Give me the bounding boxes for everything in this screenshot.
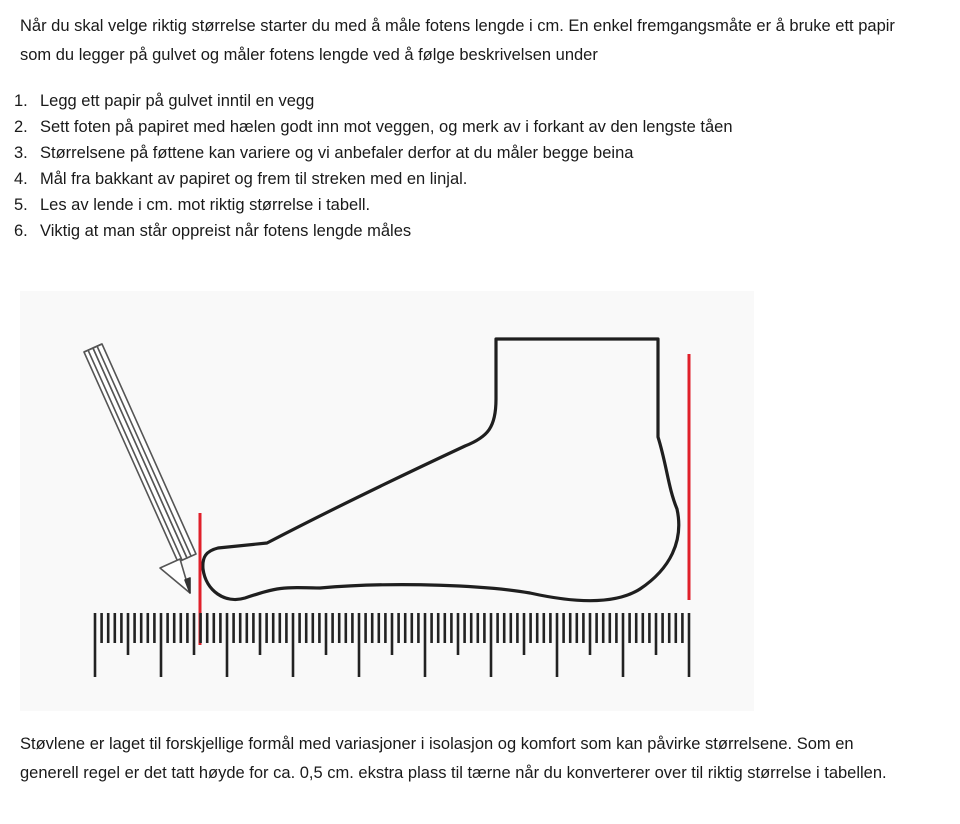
list-item [14, 114, 733, 140]
list-item-text: Sett foten på papiret med hælen godt inn mot veggen, og merk av i forkant av den lengste tåen [40, 118, 733, 136]
foot-measurement-illustration [20, 291, 754, 711]
outro-paragraph: Støvlene er laget til forskjellige formål med variasjoner i isolasjon og komfort som kan påvirke størrelsene. Som en generell regel er det tatt høyde for ca. 0,5 cm. ekstra plass til tærne når du konverterer over til riktig størrelse i tabellen. [20, 735, 887, 782]
list-item-text: Størrelsene på føttene kan variere og vi anbefaler derfor at du måler begge beina [40, 144, 634, 162]
list-item [14, 192, 733, 218]
list-item-number: 6. [14, 222, 28, 240]
list-item [14, 140, 733, 166]
ruler-icon [95, 613, 689, 677]
pencil-icon [84, 344, 196, 593]
list-item-number: 3. [14, 144, 28, 162]
list-item [14, 166, 733, 192]
intro-paragraph: Når du skal velge riktig størrelse starter du med å måle fotens lengde i cm. En enkel fremgangsmåte er å bruke ett papir som du legger på gulvet og måler fotens lengde ved å følge beskrivelsen under [20, 17, 895, 64]
list-item [14, 218, 733, 244]
list-item-text: Mål fra bakkant av papiret og frem til streken med en linjal. [40, 170, 468, 188]
list-item-number: 5. [14, 196, 28, 214]
list-item-number: 4. [14, 170, 28, 188]
foot-outline-icon [203, 339, 679, 601]
list-item-text: Legg ett papir på gulvet inntil en vegg [40, 92, 315, 110]
list-item-text: Viktig at man står oppreist når fotens lengde måles [40, 222, 412, 240]
list-item-number: 1. [14, 92, 28, 110]
list-item [14, 88, 733, 114]
list-item-text: Les av lende i cm. mot riktig størrelse i tabell. [40, 196, 371, 214]
instruction-list [14, 88, 733, 244]
list-item-number: 2. [14, 118, 28, 136]
